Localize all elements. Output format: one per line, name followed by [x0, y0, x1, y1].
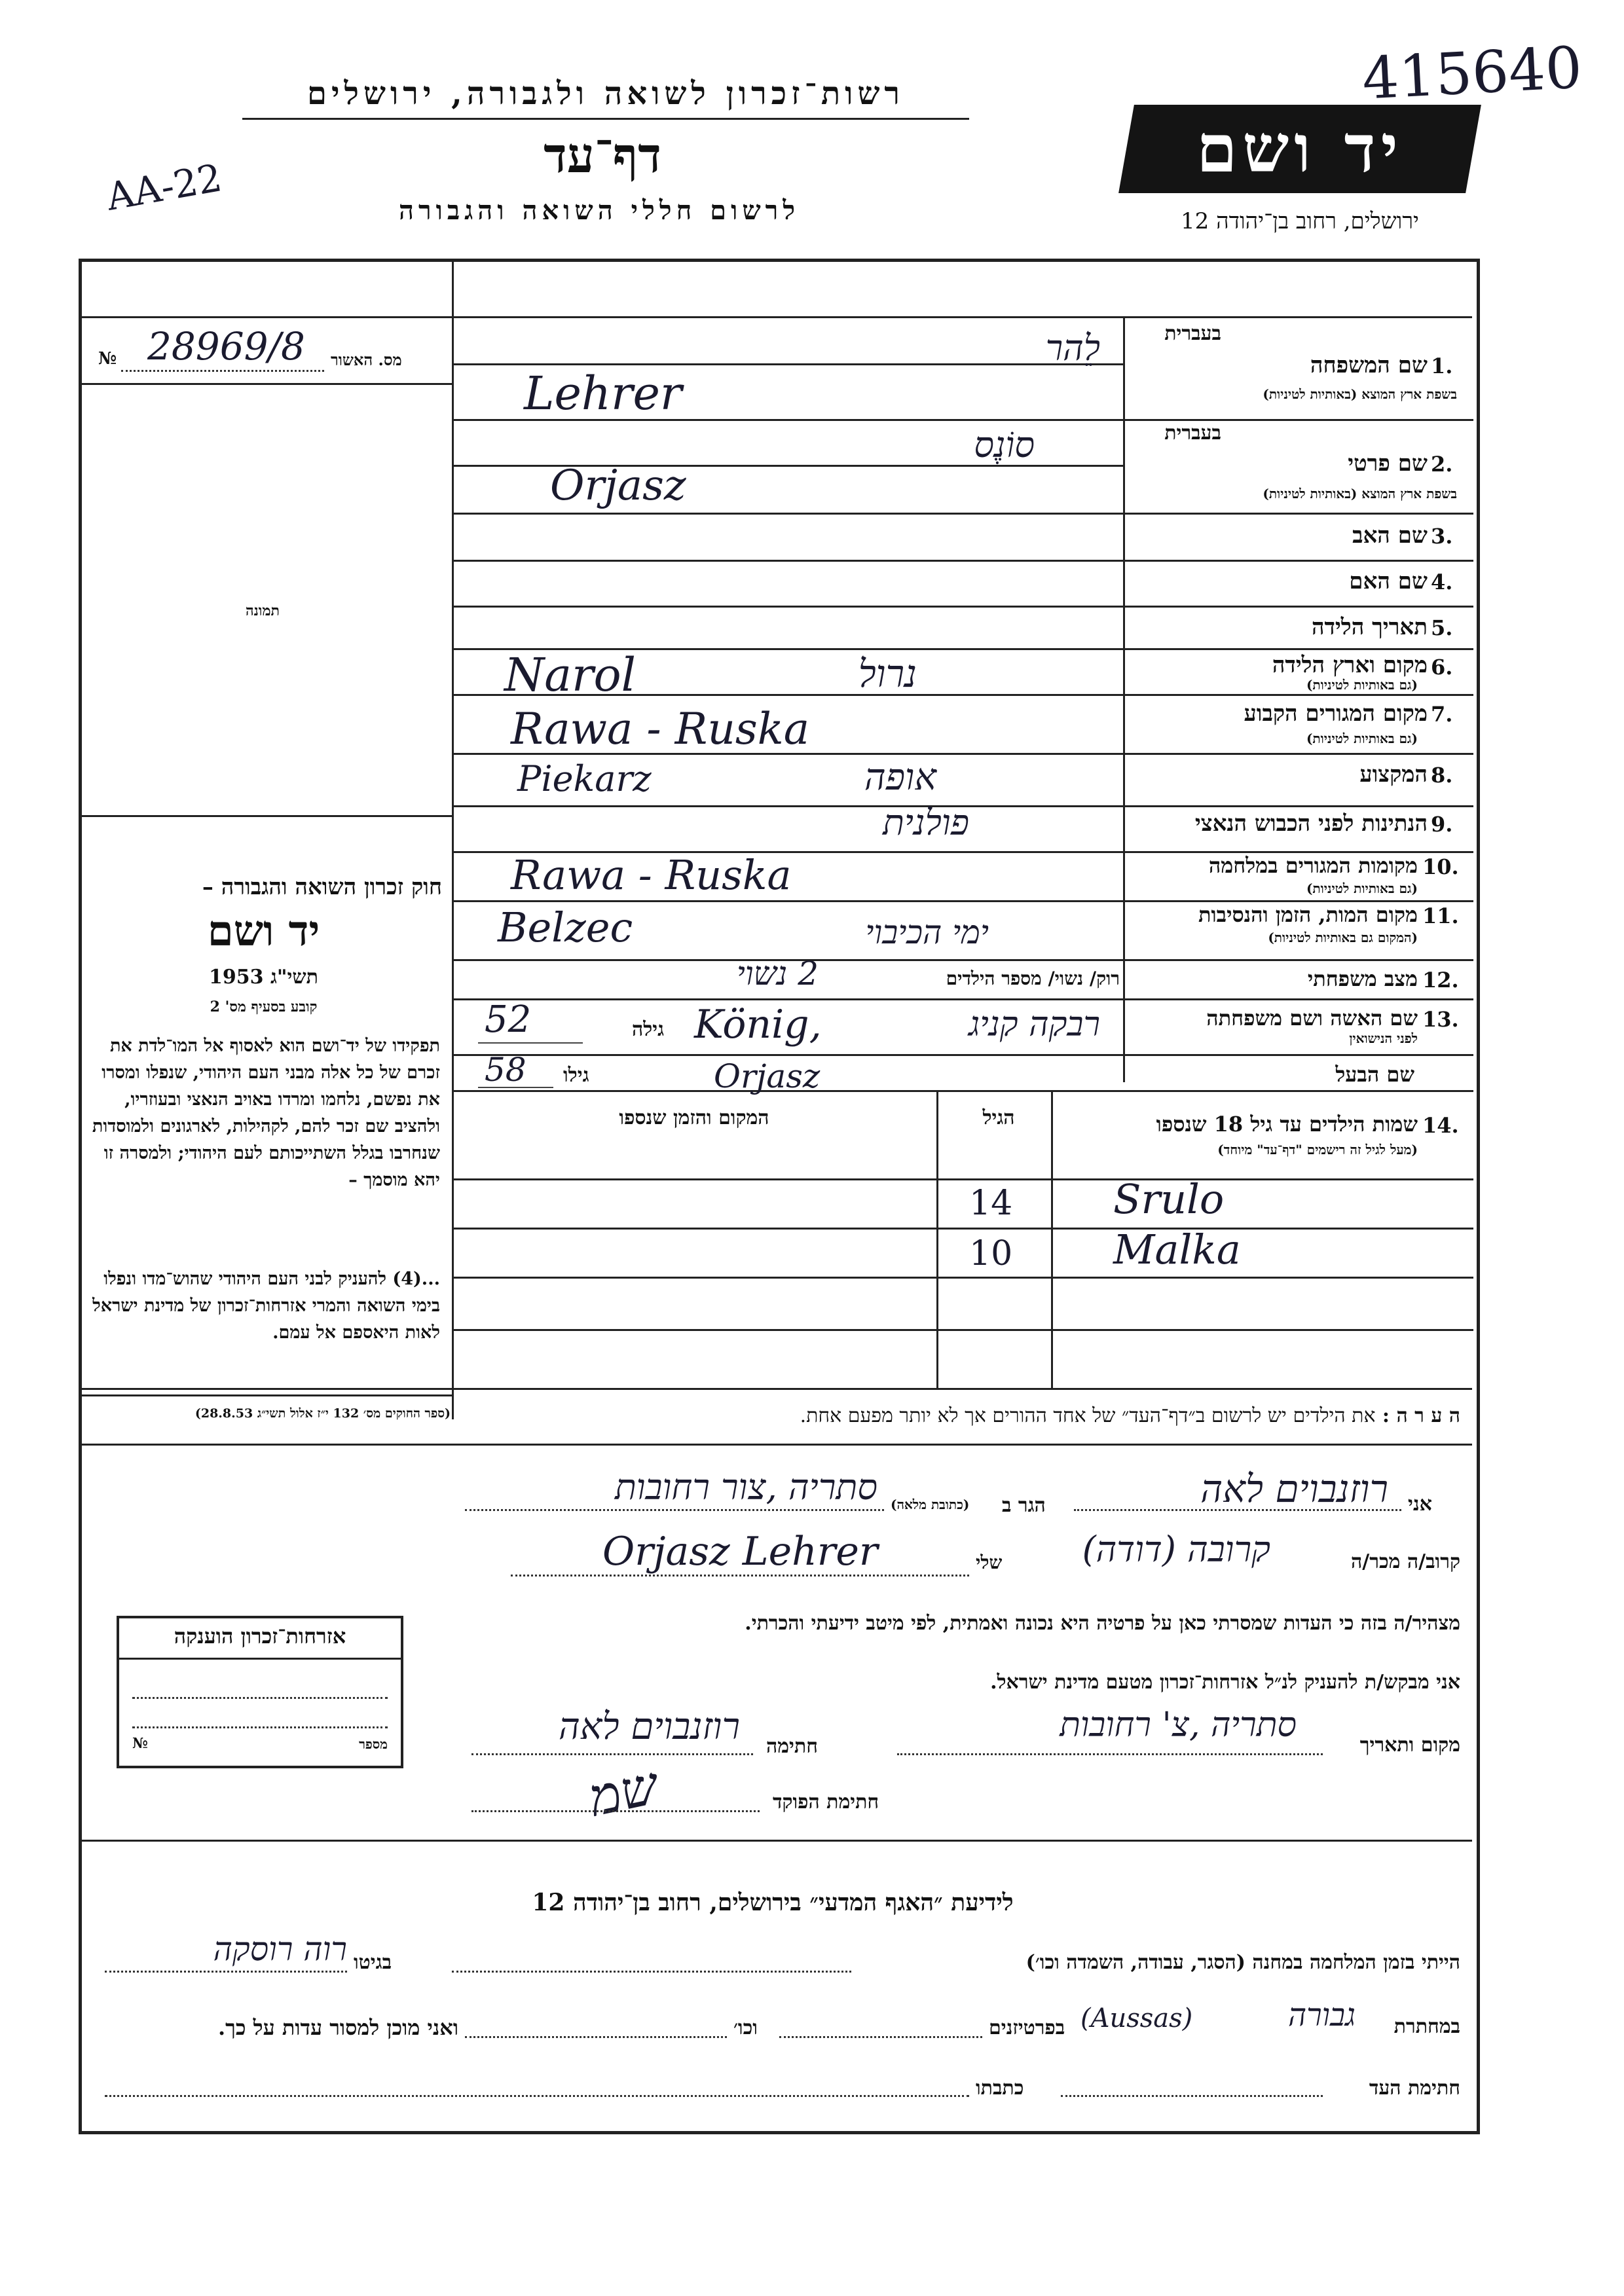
witness-signature: רוזנבוים לאה: [558, 1705, 740, 1748]
death-place-latin: Belzec: [498, 903, 633, 951]
citizenship-box: [117, 1616, 403, 1768]
child-row-1-name: Srulo: [1113, 1175, 1225, 1223]
first-name-hebrew: סוֹנֶס: [974, 424, 1035, 465]
group-value: גבורה: [1288, 1997, 1356, 2033]
registration-number: 28969/8: [147, 324, 305, 369]
ani-label: אני: [1408, 1493, 1432, 1516]
children-sublabel: (מעל לגיל זה רישמים "דף־עד" מיוחד): [1217, 1142, 1418, 1157]
hebrew-tag-2: בעברית: [1164, 422, 1221, 445]
relative-label: קרוב/ה מכר/ה: [1351, 1550, 1460, 1573]
note-body: את הילדים יש לרשום ב״דף־העד״ של אחד ההורים אך לא יותר מפעם אחת.: [800, 1404, 1376, 1427]
field-11-sublabel: (המקום גם באותיות לטיניות): [1268, 930, 1418, 945]
citizenship-hebrew: פולנית: [882, 802, 969, 843]
age-column-header: הגיל: [982, 1106, 1015, 1129]
form-title: דף־עד: [544, 128, 661, 184]
field-1-label: שם המשפחה: [1310, 352, 1428, 378]
law-name: יד ושם: [207, 907, 320, 956]
logo-text: יד ושם: [1196, 110, 1403, 187]
wife-age-label: גילה: [632, 1018, 665, 1041]
wife-age: 52: [485, 998, 532, 1041]
husband-age-label: גילו: [563, 1064, 589, 1087]
etc-label: וכו׳: [733, 2016, 758, 2039]
children-number: 14.: [1422, 1113, 1459, 1138]
citizenship-title: אזרחות־זכרון הוענקה: [174, 1624, 346, 1649]
family-name-hebrew: לֵהר: [1045, 327, 1100, 369]
field-2-number: 2.: [1431, 452, 1453, 477]
resides-label: הגר ב: [1002, 1494, 1046, 1517]
field-3-number: 3.: [1431, 524, 1453, 549]
field-13-number: 13.: [1422, 1007, 1459, 1032]
camp-text: הייתי בזמן המלחמה במחנה (הסגר, עבודה, השמדה וכו׳): [1025, 1951, 1460, 1974]
field-2-sublabel: בשפת ארץ המוצא (באותיות לטיניות): [1263, 486, 1457, 501]
field-5-label: תאריך הלידה: [1311, 614, 1428, 640]
relative-name: Orjasz Lehrer: [602, 1529, 878, 1575]
info-title: לידיעת ״האגף המדעי״ בירושלים, רחוב בן־יהודה 12: [532, 1889, 1014, 1916]
field-10-sublabel: (גם באותיות לטיניות): [1306, 881, 1418, 896]
archive-code: AA-22: [103, 155, 225, 219]
field-10-label: מקומות המגורים במלחמה: [1208, 853, 1418, 878]
husband-age: 58: [485, 1051, 526, 1089]
child-row-2-name: Malka: [1113, 1226, 1241, 1273]
field-7-label: מקום המגורים הקבוע: [1244, 701, 1428, 727]
law-clause: קובע בסעיף מס' 2: [210, 998, 318, 1015]
form-subtitle: לרשום חללי השואה והגבורה: [398, 195, 800, 226]
wartime-residence-latin: Rawa - Ruska: [511, 851, 792, 899]
field-6-label: מקום וארץ הלידה: [1272, 652, 1428, 678]
field-8-label: המקצוע: [1359, 761, 1428, 788]
request-text: אני מבקש/ת להעניק לנ״ל אזרחות־זכרון מטעם מדינת ישראל.: [990, 1671, 1460, 1694]
place-date-value: סתריה ,צ' רחובות: [1060, 1705, 1297, 1745]
ready-text: ואני מוכן למסור עדות על כך.: [217, 2015, 458, 2040]
husband-label: שם הבעל: [1335, 1062, 1414, 1087]
field-1-number: 1.: [1431, 354, 1453, 378]
wife-name-latin: König,: [694, 1002, 822, 1048]
field-8-number: 8.: [1431, 763, 1453, 788]
address-hint: (כתובת מלאה): [891, 1497, 970, 1512]
affirmation-text: מצהיר/ה בזה כי העדות שמסרתי כאן על פרטיה היא נכונה ואמתית, לפי מיטב ידיעתי והכרתי.: [745, 1612, 1460, 1635]
hebrew-tag-1: בעברית: [1164, 322, 1221, 345]
registration-label: מס. האשור: [331, 350, 402, 369]
law-title: חוק זכרון השואה והגבורה –: [202, 874, 442, 900]
death-place-hebrew: ימי הכיבוי: [865, 913, 989, 951]
law-paragraph-2: ...(4) להעניק לבני העם היהודי שהוש־מדו ונפלו בימי השואה והמרי אזרחות־זכרון של מדינת ישראל לאות היאספם אל עמם.: [92, 1269, 440, 1343]
child-row-2-age: 10: [969, 1234, 1013, 1273]
witness-name: רוזנבוים לאה: [1200, 1467, 1388, 1511]
citizenship-no-mark: №: [132, 1735, 148, 1752]
marital-status-options: רוק/ נשוי/ מספר הילדים: [946, 968, 1120, 989]
field-12-number: 12.: [1422, 968, 1459, 993]
field-1-sublabel: בשפת ארץ המוצא (באותיות לטיניות): [1263, 386, 1457, 402]
archive-number: 415640: [1360, 33, 1584, 113]
field-2-label: שם פרטי: [1348, 450, 1428, 477]
place-date-label: מקום ותאריך: [1359, 1734, 1460, 1757]
field-11-number: 11.: [1422, 903, 1459, 928]
relation-value: קרובה (דודה): [1082, 1529, 1270, 1570]
children-label: שמות הילדים עד גיל 18 שנספו: [1156, 1112, 1418, 1137]
field-3-label: שם האב: [1352, 522, 1428, 549]
partisans-label: בפרטיזנים: [989, 2016, 1065, 2039]
ghetto-value: רוה רוסקה: [213, 1930, 347, 1968]
partisans-value: (Aussas): [1080, 2003, 1193, 2033]
ghetto-label: בגיטו: [354, 1951, 392, 1974]
address-label: כתבתו: [976, 2077, 1024, 2100]
field-12-label: מצב משפחתי: [1307, 966, 1418, 991]
residence-latin: Rawa - Ruska: [511, 704, 810, 754]
citizenship-number-label: מספר: [359, 1736, 388, 1752]
yad-vashem-logo: [1118, 105, 1481, 193]
law-year: תשי"ג 1953: [209, 966, 318, 989]
field-9-number: 9.: [1431, 812, 1453, 837]
field-10-number: 10.: [1422, 854, 1459, 879]
photo-area: [82, 386, 451, 812]
profession-latin: Piekarz: [517, 758, 652, 799]
witness-address: סתריה ,צור רחובות: [614, 1467, 877, 1508]
officer-label: חתימת הפוקד: [773, 1791, 879, 1813]
photo-label: תמונה: [246, 602, 280, 619]
field-9-label: הנתינות לפני הכבוש הנאצי: [1194, 811, 1428, 837]
shel-label: שלי: [976, 1552, 1003, 1573]
field-13-label: שם האשה ושם משפחתה: [1206, 1006, 1418, 1030]
birthplace-latin: Narol: [504, 648, 636, 702]
field-11-label: מקום המות, הזמן והנסיבות: [1198, 902, 1418, 927]
husband-name-latin: Orjasz: [714, 1057, 821, 1095]
note-label: ה ע ר ה :: [1382, 1404, 1460, 1427]
first-name-latin: Orjasz: [550, 462, 686, 510]
witness-sig-label: חתימת העד: [1369, 2077, 1460, 2100]
place-column-header: המקום והזמן שנספו: [619, 1106, 769, 1129]
authority-line: רשות־זכרון לשואה ולגבורה, ירושלים: [306, 75, 905, 112]
signature-label: חתימה: [766, 1735, 818, 1758]
field-5-number: 5.: [1431, 615, 1453, 640]
child-row-1-age: 14: [969, 1184, 1013, 1223]
field-6-number: 6.: [1431, 655, 1453, 680]
field-4-number: 4.: [1431, 570, 1453, 594]
family-name-latin: Lehrer: [524, 367, 682, 420]
profession-hebrew: אופה: [864, 756, 936, 799]
officer-signature: שמ: [583, 1755, 663, 1829]
marital-status-value: 2 נשוי: [736, 955, 819, 993]
law-box: [82, 822, 445, 1385]
authority-underline: [242, 118, 969, 120]
field-7-number: 7.: [1431, 702, 1453, 727]
no-mark: №: [98, 349, 117, 369]
law-footnote: (ספר החוקים מס׳ 132 י״ז אלול תשי״ג 28.8.53): [194, 1406, 451, 1421]
field-13-sublabel: לפני הנישואין: [1349, 1030, 1418, 1046]
group-label: במחתרת: [1393, 2015, 1460, 2038]
field-4-label: שם האם: [1349, 568, 1428, 594]
law-paragraph-1: תפקידו של יד־ושם הוא לאסוף אל המו־לדת את זכרם של כל אלה מבני העם היהודי, שנפלו ומסרו את נפשם, נלחמו ומרדו באויב הנאצי ובעוזריו, ולהציב שם זכר להם, לקהילות, לארגונים ולמוסדות שנחרבו בגלל השתייכותם לעם היהודי; ולמסרה זו יהא מוסמך –: [92, 1036, 440, 1190]
wife-name-hebrew: רבקה קניג: [969, 1005, 1100, 1044]
jerusalem-address: ירושלים, רחוב בן־יהודה 12: [1181, 208, 1419, 234]
field-6-sublabel: (גם באותיות לטיניות): [1306, 677, 1418, 693]
field-7-sublabel: (גם באותיות לטיניות): [1306, 731, 1418, 746]
note-text: [524, 1404, 1460, 1427]
birthplace-hebrew: נרול: [858, 651, 917, 696]
